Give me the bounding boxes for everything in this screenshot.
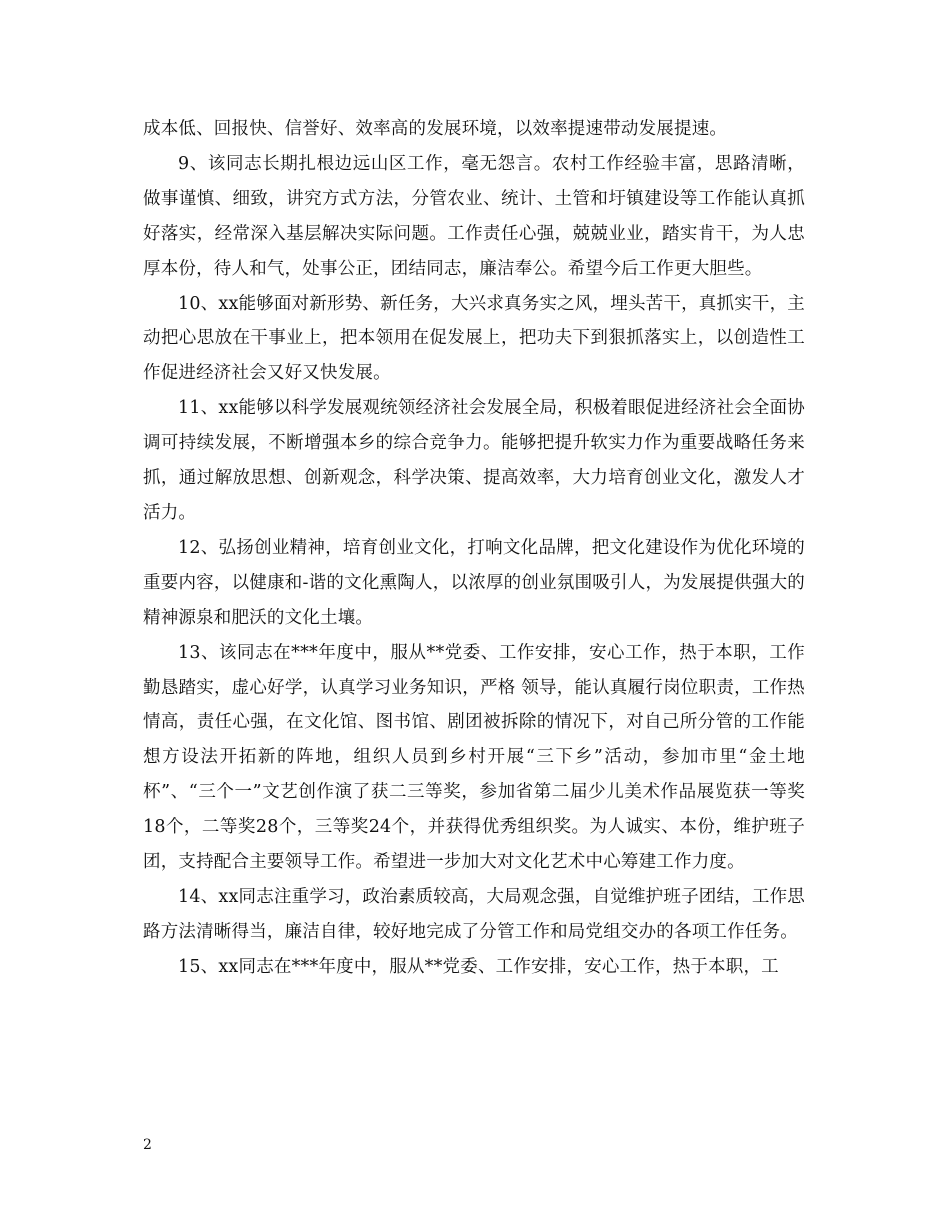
paragraph-item-12: 12、弘扬创业精神，培育创业文化，打响文化品牌，把文化建设作为优化环境的重要内容，以健康和-谐的文化熏陶人，以浓厚的创业氛围吸引人，为发展提供强大的精神源泉和肥沃的文化土壤。 — [143, 537, 805, 628]
paragraph-item-10: 10、xx能够面对新形势、新任务，大兴求真务实之风，埋头苦干，真抓实干，主动把心思放在干事业上，把本领用在促发展上，把功夫下到狠抓落实上，以创造性工作促进经济社会又好又快发展。 — [143, 293, 805, 384]
paragraph-continuation: 成本低、回报快、信誉好、效率高的发展环境，以效率提速带动发展提速。 — [143, 119, 728, 139]
document-body — [143, 112, 805, 985]
paragraph-item-14: 14、xx同志注重学习，政治素质较高，大局观念强，自觉维护班子团结，工作思路方法清晰得当，廉洁自律，较好地完成了分管工作和局党组交办的各项工作任务。 — [143, 886, 805, 942]
paragraph-item-15: 15、xx同志在***年度中，服从**党委、工作安排，安心工作，热于本职，工 — [178, 956, 779, 977]
paragraph-item-9: 9、该同志长期扎根边远山区工作，毫无怨言。农村工作经验丰富，思路清晰，做事谨慎、细致，讲究方式方法，分管农业、统计、土管和圩镇建设等工作能认真抓好落实，经常深入基层解决实际问题。工作责任心强，兢兢业业，踏实肯干，为人忠厚本份，待人和气，处事公正，团结同志，廉洁奉公。希望今后工作更大胆些。 — [143, 153, 805, 279]
paragraph-item-11: 11、xx能够以科学发展观统领经济社会发展全局，积极着眼促进经济社会全面协调可持续发展，不断增强本乡的综合竞争力。能够把提升软实力作为重要战略任务来抓，通过解放思想、创新观念，科学决策、提高效率，大力培育创业文化，激发人才活力。 — [143, 398, 805, 523]
paragraph-item-13: 13、该同志在***年度中，服从**党委、工作安排，安心工作，热于本职，工作勤恳踏实，虚心好学，认真学习业务知识，严格 领导，能认真履行岗位职责，工作热情高，责任心强，在文化馆、图书馆、剧团被拆除的情况下，对自己所分管的工作能想方设法开拓新的阵地，组织人员到乡村开展“三下乡”活动，参加市里“金土地杯”、“三个一”文艺创作演了获二三等奖，参加省第二届少儿美术作品展览获一等奖18个，二等奖28个，三等奖24个，并获得优秀组织奖。为人诚实、本份，维护班子团，支持配合主要领导工作。希望进一步加大对文化艺术中心筹建工作力度。 — [143, 642, 805, 873]
page-number: 2 — [143, 1137, 152, 1153]
